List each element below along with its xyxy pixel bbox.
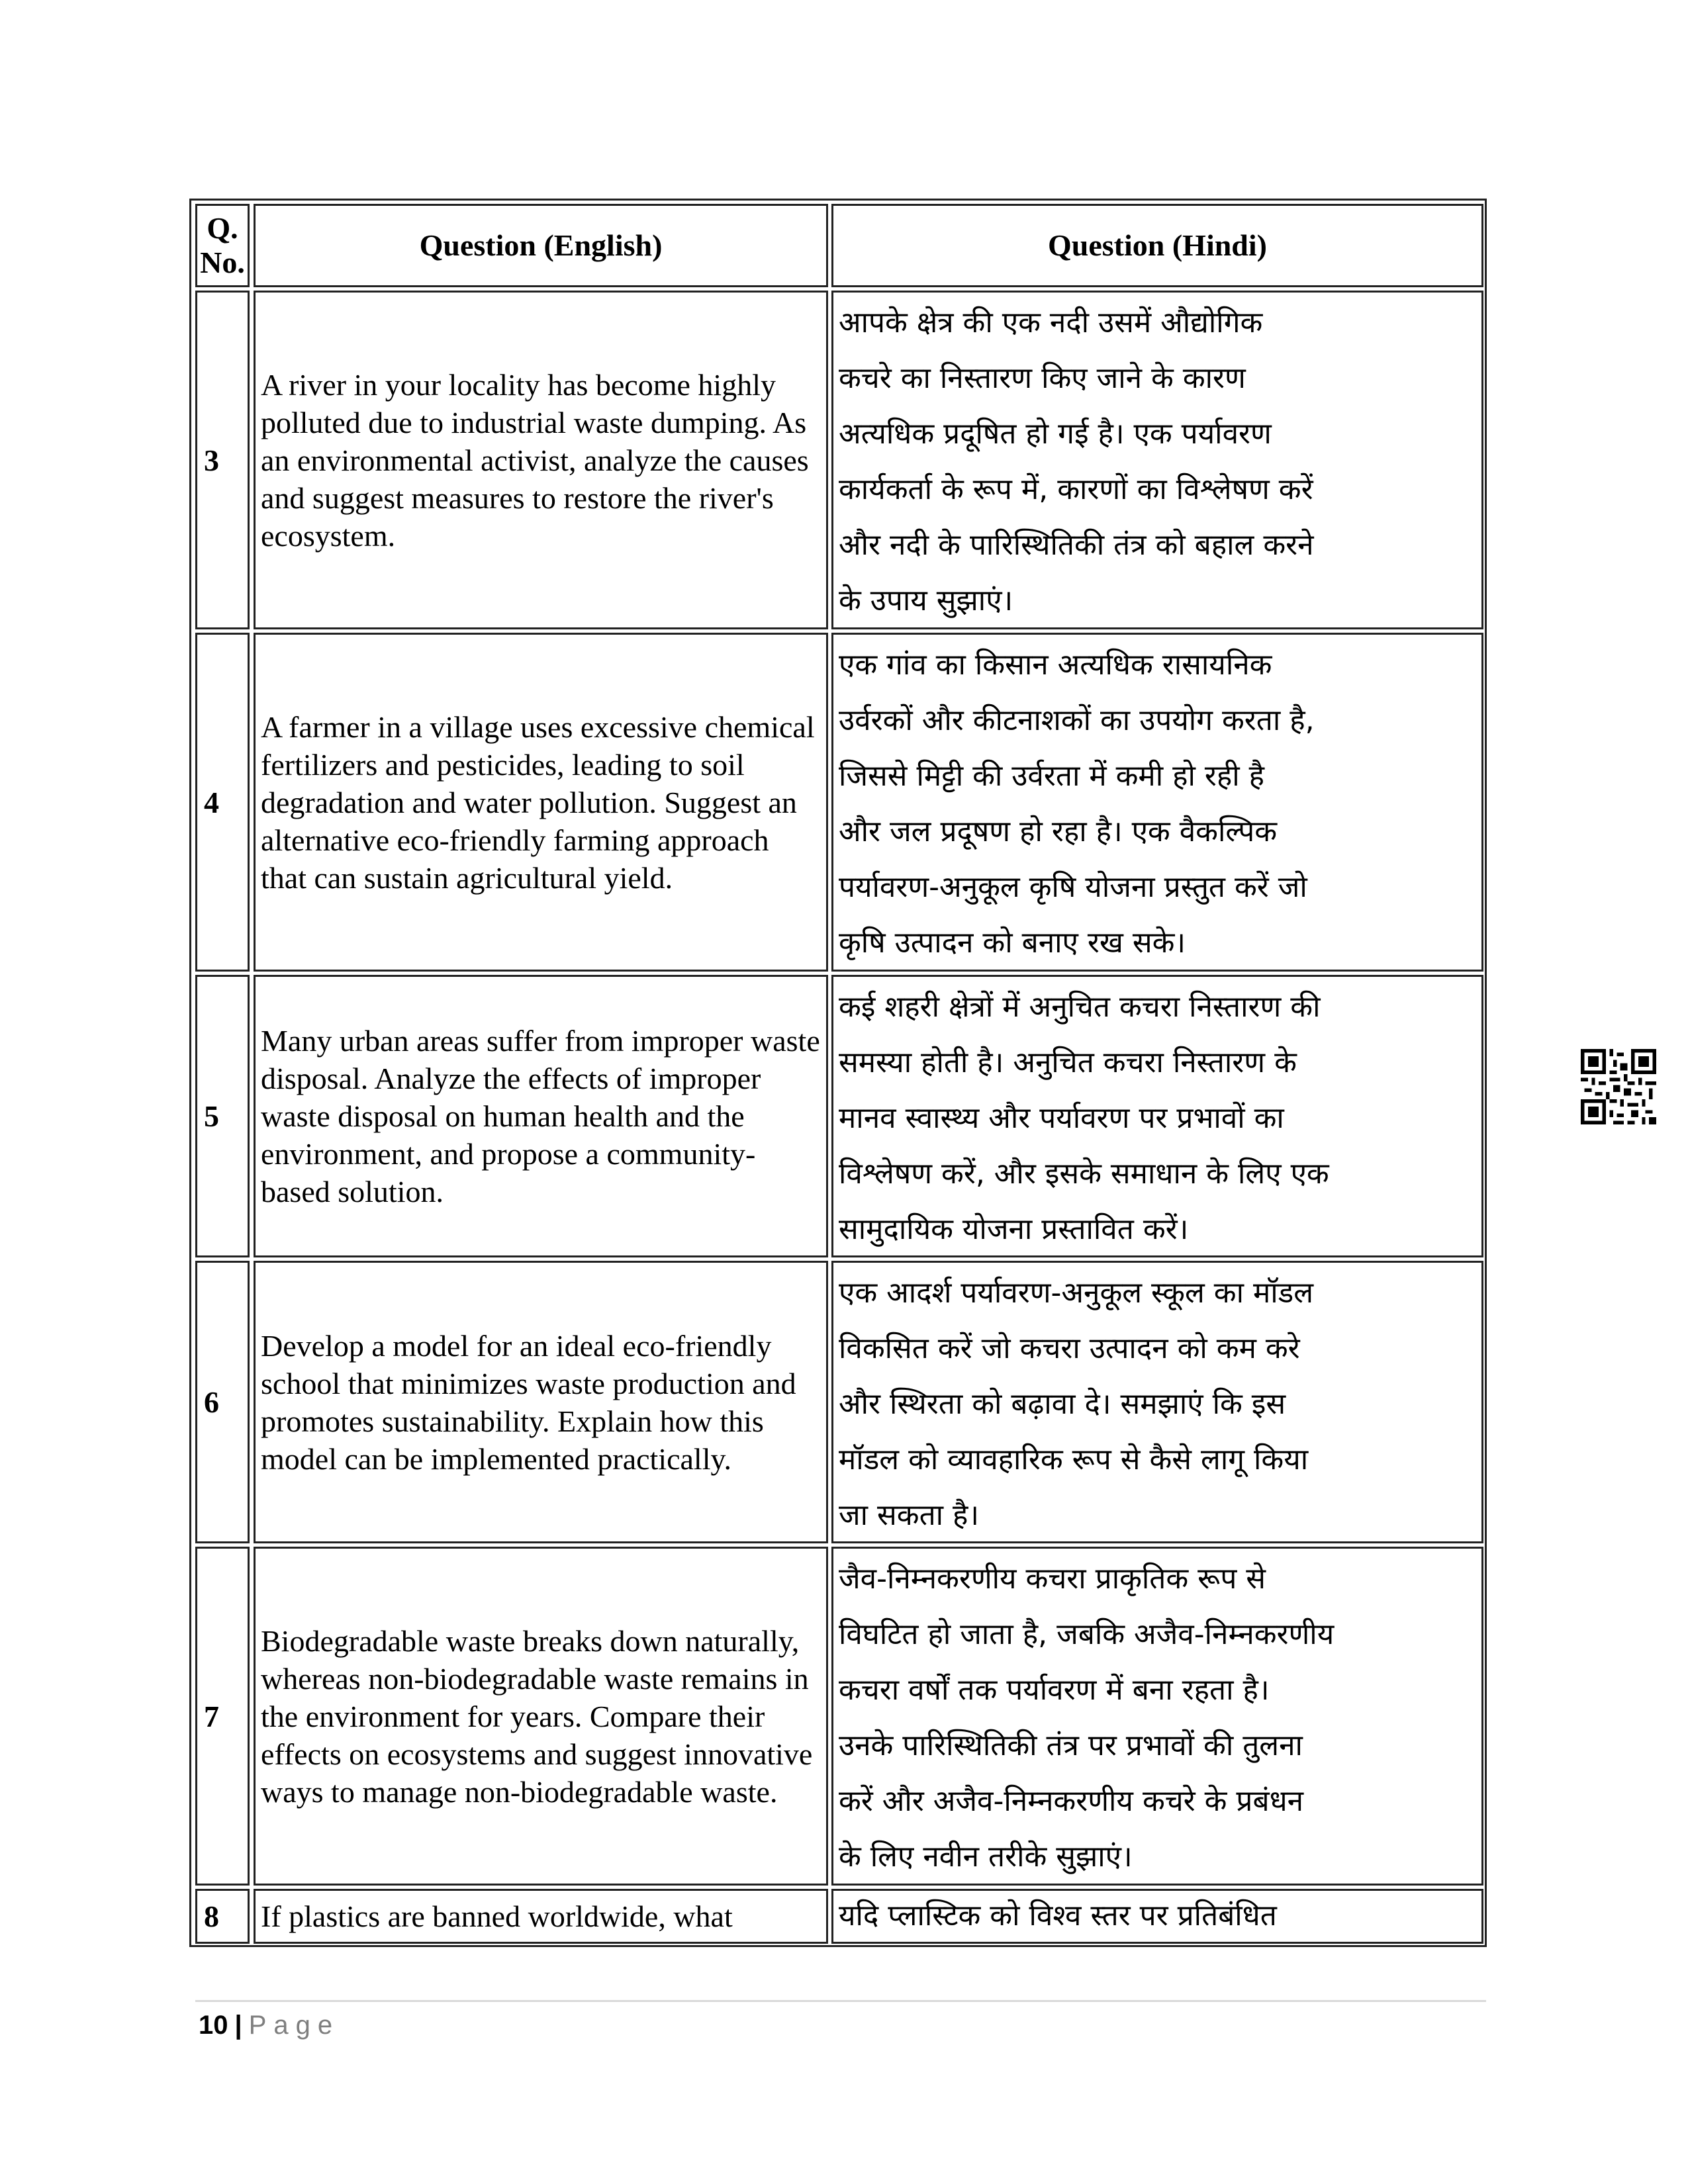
header-qno [195, 204, 250, 287]
row-3-hindi [831, 291, 1483, 629]
qr-code-icon [1581, 1049, 1656, 1124]
hindi-line: के लिए नवीन तरीके सुझाएं। [839, 1840, 1133, 1874]
hindi-line: जैव-निम्नकरणीय कचरा प्राकृतिक रूप से [839, 1562, 1266, 1596]
row-7-qno: 7 [195, 1547, 250, 1886]
row-4-english: A farmer in a village uses excessive chemical fertilizers and pesticides, leading to soil degradation and water pollution. Suggest an alternative eco-friendly farming approach that can sustain agricultural yield. [254, 633, 828, 972]
header-hindi: Question (Hindi) [831, 204, 1483, 287]
row-6-hindi [831, 1261, 1483, 1543]
header-qno-line1: Q. [207, 211, 238, 245]
hindi-line: और नदी के पारिस्थितिकी तंत्र को बहाल करने [839, 528, 1314, 562]
hindi-line: विश्लेषण करें, और इसके समाधान के लिए एक [839, 1157, 1329, 1191]
hindi-line: एक आदर्श पर्यावरण-अनुकूल स्कूल का मॉडल [839, 1276, 1314, 1310]
header-english: Question (English) [254, 204, 828, 287]
row-6-english: Develop a model for an ideal eco-friendly school that minimizes waste production and promotes sustainability. Explain how this model can be implemented practically. [254, 1261, 828, 1543]
row-8-hindi [831, 1889, 1483, 1944]
row-3-english: A river in your locality has become highly polluted due to industrial waste dumping. As an environmental activist, analyze the causes and suggest measures to restore the river's ecosystem. [254, 291, 828, 629]
hindi-line: मॉडल को व्यावहारिक रूप से कैसे लागू किया [839, 1443, 1309, 1477]
row-7-english: Biodegradable waste breaks down naturally, whereas non-biodegradable waste remains in the environment for years. Compare their effects on ecosystems and suggest innovative ways to manage non-biodegradable waste. [254, 1547, 828, 1886]
row-8-qno: 8 [195, 1889, 250, 1944]
row-3-qno: 3 [195, 291, 250, 629]
row-6-qno: 6 [195, 1261, 250, 1543]
hindi-line: आपके क्षेत्र की एक नदी उसमें औद्योगिक [839, 306, 1263, 340]
hindi-line: जा सकता है। [839, 1498, 980, 1532]
page-footer [199, 2005, 340, 2045]
hindi-line: विकसित करें जो कचरा उत्पादन को कम करे [839, 1332, 1300, 1365]
row-8-english: If plastics are banned worldwide, what [254, 1889, 828, 1944]
hindi-line: के उपाय सुझाएं। [839, 584, 1013, 617]
hindi-line: करें और अजैव-निम्नकरणीय कचरे के प्रबंधन [839, 1784, 1304, 1818]
row-7-hindi [831, 1547, 1483, 1886]
hindi-line: जिससे मिट्टी की उर्वरता में कमी हो रही है [839, 759, 1264, 793]
header-qno-line2: No. [200, 246, 245, 279]
hindi-line: अत्यधिक प्रदूषित हो गई है। एक पर्यावरण [839, 417, 1272, 451]
hindi-line: उनके पारिस्थितिकी तंत्र पर प्रभावों की तुलना [839, 1729, 1303, 1762]
question-table [189, 199, 1487, 1947]
hindi-line: कई शहरी क्षेत्रों में अनुचित कचरा निस्तारण की [839, 990, 1321, 1024]
hindi-line: मानव स्वास्थ्य और पर्यावरण पर प्रभावों का [839, 1101, 1284, 1135]
footer-divider [195, 2000, 1486, 2002]
hindi-line: एक गांव का किसान अत्यधिक रासायनिक [839, 648, 1272, 682]
row-5-english: Many urban areas suffer from improper waste disposal. Analyze the effects of improper waste disposal on human health and the environment, and propose a community-based solution. [254, 975, 828, 1257]
hindi-line: कचरे का निस्तारण किए जाने के कारण [839, 361, 1246, 395]
row-4-qno: 4 [195, 633, 250, 972]
row-5-qno: 5 [195, 975, 250, 1257]
hindi-line: और जल प्रदूषण हो रहा है। एक वैकल्पिक [839, 815, 1278, 848]
hindi-line: और स्थिरता को बढ़ावा दे। समझाएं कि इस [839, 1387, 1286, 1421]
hindi-line: कृषि उत्पादन को बनाए रख सके। [839, 926, 1186, 960]
hindi-line: उर्वरकों और कीटनाशकों का उपयोग करता है, [839, 704, 1315, 737]
row-4-hindi [831, 633, 1483, 972]
row-5-hindi [831, 975, 1483, 1257]
hindi-line: कचरा वर्षों तक पर्यावरण में बना रहता है। [839, 1673, 1270, 1707]
hindi-line: समस्या होती है। अनुचित कचरा निस्तारण के [839, 1046, 1297, 1079]
hindi-line: सामुदायिक योजना प्रस्तावित करें। [839, 1212, 1189, 1246]
page-number: 10 [199, 2011, 228, 2040]
hindi-line: विघटित हो जाता है, जबकि अजैव-निम्नकरणीय [839, 1617, 1335, 1651]
footer-separator: | [234, 2011, 242, 2040]
page-label: Page [248, 2011, 340, 2040]
hindi-line: पर्यावरण-अनुकूल कृषि योजना प्रस्तुत करें जो [839, 870, 1307, 904]
hindi-line: कार्यकर्ता के रूप में, कारणों का विश्लेषण करें [839, 473, 1313, 506]
hindi-line: यदि प्लास्टिक को विश्व स्तर पर प्रतिबंधित [839, 1899, 1277, 1933]
